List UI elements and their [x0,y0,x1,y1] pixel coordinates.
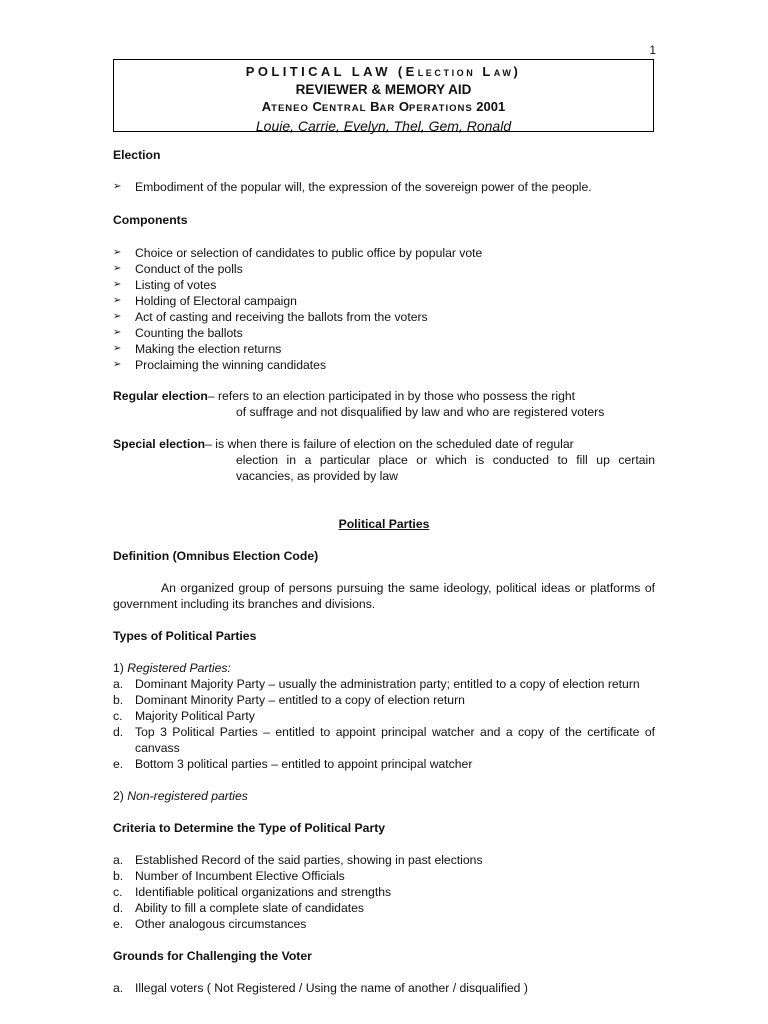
list-item-text: Conduct of the polls [135,262,243,276]
list-item-text: Making the election returns [135,342,282,356]
list-item [113,261,655,277]
list-item-text: Identifiable political organizations and strengths [135,885,392,899]
components-list [113,245,655,373]
registered-parties-label: 1) Registered Parties: [113,661,231,675]
list-item [113,309,655,325]
list-item [113,357,655,373]
criteria-list [113,852,655,932]
types-heading: Types of Political Parties [113,629,257,643]
definition-heading: Definition (Omnibus Election Code) [113,549,319,563]
special-election-continuation-2: vacancies, as provided by law [236,469,398,483]
political-parties-title: Political Parties [338,517,430,531]
list-item-text: Act of casting and receiving the ballots from the voters [135,310,428,324]
list-item-text: Ability to fill a complete slate of candidates [135,901,364,915]
arrow-bullet-icon: ➢ [113,295,122,306]
title-box [113,59,654,132]
regular-election-continuation: of suffrage and not disqualified by law and who are registered voters [236,405,605,419]
arrow-bullet-icon: ➢ [113,181,122,192]
list-item-text: Top 3 Political Parties – entitled to appoint principal watcher and a copy of the certificate of canvass [135,725,655,755]
list-item-text: Bottom 3 political parties – entitled to appoint principal watcher [135,757,473,771]
list-marker: c. [113,885,123,899]
list-item [113,293,655,309]
arrow-bullet-icon: ➢ [113,359,122,370]
list-item-text: Dominant Minority Party – entitled to a copy of election return [135,693,465,707]
list-marker: d. [113,901,124,915]
list-item [113,756,655,772]
page-number: 1 [649,43,656,57]
challenge-list [113,980,655,996]
registered-parties-list [113,676,655,772]
election-heading: Election [113,148,161,162]
list-marker: e. [113,917,124,931]
list-item-text: Choice or selection of candidates to public office by popular vote [135,246,483,260]
list-item [113,325,655,341]
list-item [113,852,655,868]
list-marker: d. [113,725,124,739]
list-marker: c. [113,709,123,723]
arrow-bullet-icon: ➢ [113,343,122,354]
definition-text: An organized group of persons pursuing the same ideology, political ideas or platforms of government including its branches and divisions. [113,581,655,611]
list-item [113,341,655,357]
list-marker: a. [113,981,124,995]
arrow-bullet-icon: ➢ [113,263,122,274]
list-item-text: Other analogous circumstances [135,917,307,931]
list-item-text: Majority Political Party [135,709,255,723]
list-item [113,277,655,293]
list-item-text: Listing of votes [135,278,217,292]
special-election-continuation-1: election in a particular place or which is conducted to fill up certain [236,453,655,467]
list-marker: b. [113,693,124,707]
list-item-text: Established Record of the said parties, showing in past elections [135,853,483,867]
list-marker: b. [113,869,124,883]
list-item: ➢ Embodiment of the popular will, the expression of the sovereign power of the people. [113,180,592,194]
arrow-bullet-icon: ➢ [113,327,122,338]
non-registered-parties-label: 2) Non-registered parties [113,789,248,803]
list-item-text: Dominant Majority Party – usually the administration party; entitled to a copy of election return [135,677,640,691]
list-item [113,692,655,708]
list-item [113,724,655,756]
arrow-bullet-icon: ➢ [113,247,122,258]
list-item [113,980,655,996]
challenge-heading: Grounds for Challenging the Voter [113,949,312,963]
list-marker: e. [113,757,124,771]
organization-line: ATENEO CENTRAL BAR OPERATIONS 2001 [261,99,506,114]
components-heading: Components [113,213,188,227]
list-item [113,900,655,916]
list-marker: a. [113,853,124,867]
document-body [113,147,655,996]
document-title: POLITICAL LAW (ELECTION LAW) [245,64,522,79]
list-item [113,916,655,932]
list-item-text: Proclaiming the winning candidates [135,358,327,372]
list-item [113,868,655,884]
list-item [113,245,655,261]
document-subtitle: REVIEWER & MEMORY AID [295,82,472,97]
criteria-heading: Criteria to Determine the Type of Political Party [113,821,386,835]
list-item-text: Illegal voters ( Not Registered / Using the name of another / disqualified ) [135,981,528,995]
list-marker: a. [113,677,124,691]
list-item-text: Counting the ballots [135,326,243,340]
authors-line: Louie, Carrie, Evelyn, Thel, Gem, Ronald [255,118,512,134]
list-item [113,676,655,692]
arrow-bullet-icon: ➢ [113,279,122,290]
special-election-definition: Special election – is when there is failure of election on the scheduled date of regular [113,437,574,451]
list-item [113,884,655,900]
list-item-text: Number of Incumbent Elective Officials [135,869,345,883]
list-item-text: Holding of Electoral campaign [135,294,297,308]
list-item [113,708,655,724]
regular-election-definition: Regular election – refers to an election participated in by those who possess the right [113,389,576,403]
arrow-bullet-icon: ➢ [113,311,122,322]
